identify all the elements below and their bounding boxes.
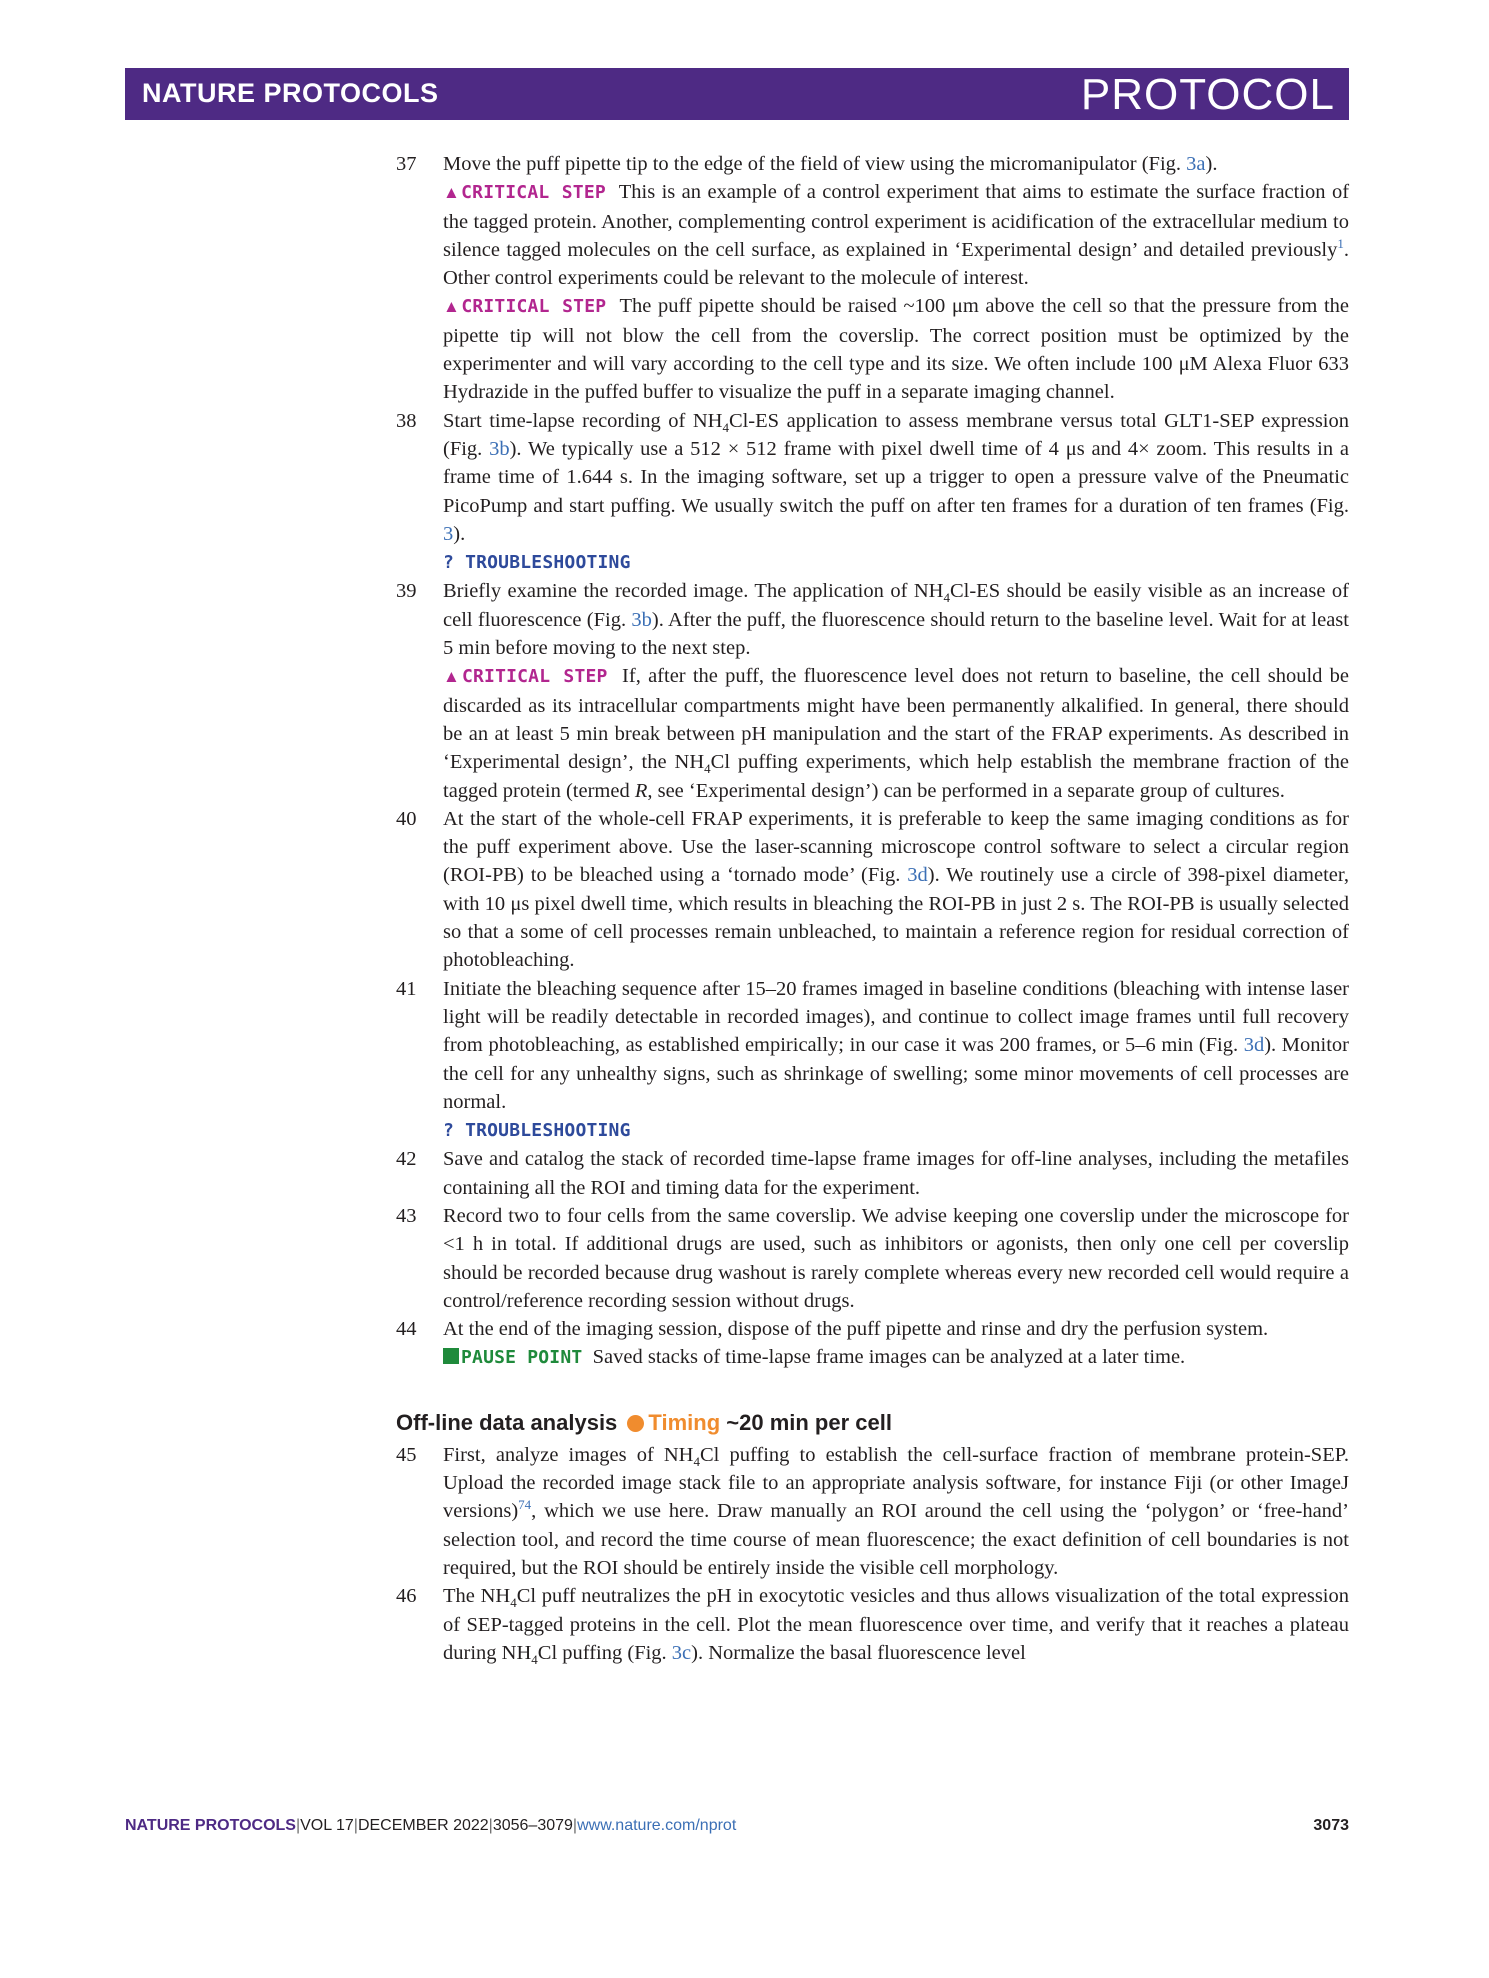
step-41 bbox=[396, 975, 1349, 1146]
journal-name: NATURE PROTOCOLS bbox=[142, 78, 439, 108]
step-text: The $NH_4Cl$ puff neutralizes the pH in exocytotic vesicles and thus allows visualization of the total expression of SEP-tagged proteins in the cell. Plot the mean fluorescence over time, and verify that it reaches a plateau during $NH_4Cl$ puffing (Fig. 3c). Normalize the basal fluorescence level bbox=[443, 1585, 1349, 1667]
step-43 bbox=[396, 1202, 1349, 1315]
footer-url-link[interactable]: www.nature.com/nprot bbox=[577, 1817, 737, 1834]
step-number: 46 bbox=[396, 1585, 417, 1608]
figure-link[interactable]: 3b bbox=[489, 437, 510, 460]
critical-step-label: CRITICAL STEP bbox=[461, 296, 607, 318]
footer-volume: VOL 17 bbox=[300, 1817, 354, 1834]
figure-link[interactable]: 3a bbox=[1186, 153, 1206, 175]
critical-step-note: ▲CRITICAL STEP The puff pipette should be raised ~100 μm above the cell so that the pressure from the pipette tip will not blow the cell from the coverslip. The correct position must be optimized by the experimenter and will vary according to the cell type and its size. We often include 100 μM Alexa Fluor 633 Hydrazide in the puffed buffer to visualize the puff in a separate imaging channel. bbox=[443, 295, 1350, 404]
step-number: 37 bbox=[396, 153, 417, 175]
step-text: Save and catalog the stack of recorded time-lapse frame images for off-line analyses, including the metafiles containing all the ROI and timing data for the experiment. bbox=[443, 1148, 1349, 1199]
step-number: 42 bbox=[396, 1148, 417, 1171]
step-42 bbox=[396, 1145, 1349, 1202]
journal-header-bar bbox=[125, 68, 1349, 120]
figure-link[interactable]: 3d bbox=[1243, 1034, 1265, 1057]
step-text: Start time-lapse recording of $NH_4Cl-ES$ application to assess membrane versus total GLT1-SEP expression (Fig. 3b). We typically use a 512 × 512 frame with pixel dwell time of 4 μs and 4× zoom. This results in a frame time of 1.644 s. In the imaging software, set up a trigger to open a pressure valve of the Pneumatic PicoPump and start puffing. We usually switch the puff on after ten frames for a duration of ten frames (Fig. 3). bbox=[443, 409, 1349, 545]
step-45 bbox=[396, 1441, 1349, 1582]
footer-pages: 3056–3079 bbox=[492, 1817, 573, 1834]
triangle-icon: ▲ bbox=[443, 183, 462, 203]
step-number: 44 bbox=[396, 1318, 417, 1341]
step-37 bbox=[396, 150, 1349, 407]
step-46 bbox=[396, 1582, 1349, 1667]
footer-citation: NATURE PROTOCOLS|VOL 17|DECEMBER 2022|3056–3079|www.nature.com/nprot bbox=[125, 1817, 737, 1834]
timing-value: ~20 min per cell bbox=[726, 1409, 892, 1435]
step-text: Initiate the bleaching sequence after 15–20 frames imaged in baseline conditions (bleaching with intense laser light will be readily detectable in recorded images), and continue to collect image frames until full recovery from photobleaching, as established empirically; in our case it was 200 frames, or 5–6 min (Fig. 3d). Monitor the cell for any unhealthy signs, such as shrinkage of swelling; some minor movements of cell processes are normal. bbox=[443, 977, 1349, 1113]
critical-step-note: ▲CRITICAL STEP This is an example of a control experiment that aims to estimate the surface fraction of the tagged protein. Another, complementing control experiment is acidification of the extracellular medium to silence tagged molecules on the cell surface, as explained in ‘Experimental design’ and detailed previously$^1$. Other control experiments could be relevant to the molecule of interest. bbox=[443, 181, 1350, 290]
troubleshooting-label[interactable]: ? TROUBLESHOOTING bbox=[443, 552, 631, 574]
step-text: At the end of the imaging session, dispose of the puff pipette and rinse and dry the perfusion system. bbox=[443, 1318, 1269, 1341]
step-39 bbox=[396, 577, 1349, 804]
step-number: 45 bbox=[396, 1443, 417, 1466]
triangle-icon: ▲ bbox=[443, 667, 462, 687]
troubleshooting-note bbox=[443, 1116, 1349, 1145]
step-number: 43 bbox=[396, 1204, 417, 1227]
step-38 bbox=[396, 407, 1349, 578]
troubleshooting-label[interactable]: ? TROUBLESHOOTING bbox=[443, 1120, 631, 1142]
figure-link[interactable]: 3c bbox=[671, 1641, 692, 1664]
step-text: Move the puff pipette tip to the edge of the field of view using the micromanipulator (Fig. 3a). bbox=[443, 153, 1218, 175]
step-text: First, analyze images of $NH_4Cl$ puffing to establish the cell-surface fraction of membrane protein-SEP. Upload the recorded image stack file to an appropriate analysis software, for instance Fiji (or other ImageJ versions)$^{74}$, which we use here. Draw manually an ROI around the cell using the ‘polygon’ or ‘free-hand’ selection tool, and record the time course of mean fluorescence; the exact definition of cell boundaries is not required, but the ROI should be entirely inside the visible cell morphology. bbox=[443, 1443, 1349, 1579]
troubleshooting-note bbox=[443, 548, 1349, 577]
article-type: PROTOCOL bbox=[1080, 70, 1335, 119]
section-heading bbox=[396, 1409, 1349, 1437]
step-number: 39 bbox=[396, 580, 417, 603]
step-text: Briefly examine the recorded image. The application of $NH_4Cl-ES$ should be easily visible as an increase of cell fluorescence (Fig. 3b). After the puff, the fluorescence should return to the baseline level. Wait for at least 5 min before moving to the next step. bbox=[443, 580, 1349, 660]
step-number: 40 bbox=[396, 807, 417, 830]
citation-link[interactable]: 1 bbox=[1337, 236, 1344, 252]
footer-journal: NATURE PROTOCOLS bbox=[125, 1817, 296, 1834]
triangle-icon: ▲ bbox=[443, 297, 462, 317]
timing-dot-icon bbox=[627, 1415, 644, 1432]
step-40 bbox=[396, 805, 1349, 975]
citation-link[interactable]: 74 bbox=[518, 1497, 532, 1513]
page-number: 3073 bbox=[1313, 1817, 1349, 1834]
pause-point-label: PAUSE POINT bbox=[461, 1347, 583, 1369]
figure-link[interactable]: 3b bbox=[631, 608, 652, 631]
pause-point-note: PAUSE POINT Saved stacks of time-lapse frame images can be analyzed at a later time. bbox=[443, 1343, 1349, 1372]
step-number: 38 bbox=[396, 409, 417, 432]
critical-step-note: ▲CRITICAL STEP If, after the puff, the fluorescence level does not return to baseline, the cell should be discarded as its intracellular compartments might have been permanently alkalified. In general, there should be an at least 5 min break between pH manipulation and the start of the FRAP experiments. As described in ‘Experimental design’, the $NH_4Cl$ puffing experiments, which help establish the membrane fraction of the tagged protein (termed R, see ‘Experimental design’) can be performed in a separate group of cultures. bbox=[443, 665, 1350, 802]
step-44 bbox=[396, 1315, 1349, 1373]
section-title: Off-line data analysis bbox=[396, 1409, 618, 1435]
square-icon bbox=[443, 1348, 459, 1364]
figure-link[interactable]: 3d bbox=[907, 864, 928, 887]
timing-label: Timing bbox=[648, 1409, 721, 1435]
step-text: At the start of the whole-cell FRAP experiments, it is preferable to keep the same imaging conditions as for the puff experiment above. Use the laser-scanning microscope control software to select a circular region (ROI-PB) to be bleached using a ‘tornado mode’ (Fig. 3d). We routinely use a circle of 398-pixel diameter, with 10 μs pixel dwell time, which results in bleaching the ROI-PB in just 2 s. The ROI-PB is usually selected so that a some of cell processes remain unbleached, to maintain a reference region for residual correction of photobleaching. bbox=[443, 807, 1349, 972]
step-text: Record two to four cells from the same coverslip. We advise keeping one coverslip under the microscope for <1 h in total. If additional drugs are used, such as inhibitors or agonists, then only one cell per coverslip should be recorded because drug washout is rarely complete whereas every new recorded cell would require a control/reference recording session without drugs. bbox=[443, 1204, 1349, 1312]
main-content bbox=[396, 150, 1349, 1667]
figure-link[interactable]: 3 bbox=[443, 522, 454, 545]
critical-step-label: CRITICAL STEP bbox=[461, 182, 606, 204]
footer-date: DECEMBER 2022 bbox=[357, 1817, 489, 1834]
step-number: 41 bbox=[396, 977, 417, 1000]
critical-step-label: CRITICAL STEP bbox=[461, 666, 608, 688]
